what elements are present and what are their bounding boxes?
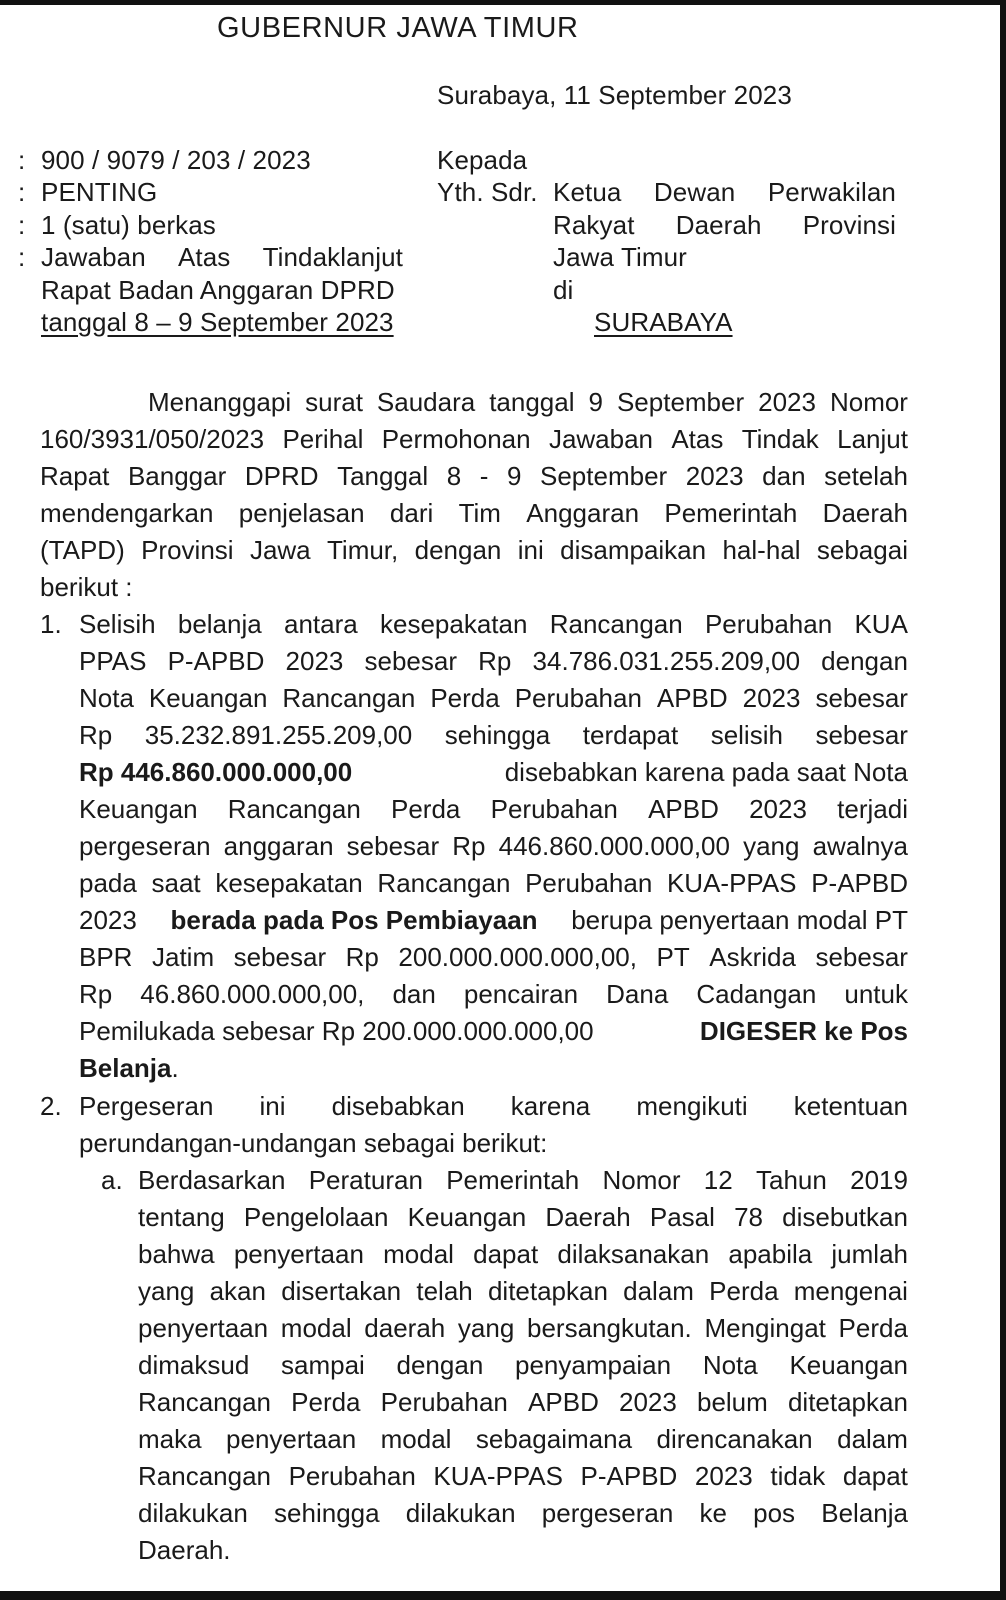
item-2-paragraph [79, 1088, 908, 1162]
item-1-paragraph [79, 606, 908, 1087]
line-text [138, 1236, 908, 1273]
line-text [138, 1384, 908, 1421]
line-text [138, 1347, 908, 1384]
text-line [138, 1421, 908, 1458]
word: mengikuti [636, 1091, 748, 1121]
word: dalam [623, 1276, 694, 1306]
line-text [148, 384, 908, 421]
word: Nomor [602, 1165, 681, 1195]
word: 35.232.891.255.209,00 [144, 720, 413, 750]
word: Tim [458, 498, 501, 528]
word: penjelasan [238, 498, 365, 528]
word: 160/3931/050/2023 [40, 424, 265, 454]
word: dengan [821, 646, 908, 676]
word: selisih [710, 720, 783, 750]
bold-phrase: DIGESER ke Pos [699, 1016, 908, 1046]
word: bersangkutan. [526, 1313, 692, 1343]
word: PT [656, 942, 690, 972]
word: sebagai [816, 535, 908, 565]
word: belanja [177, 609, 262, 639]
word: Perihal [282, 424, 364, 454]
line-text: berupa penyertaan modal PT [571, 905, 908, 935]
word: Dana [606, 979, 669, 1009]
word: Pasal [649, 1202, 715, 1232]
word: sampai [280, 1350, 365, 1380]
word: BPR [79, 942, 133, 972]
word: Rapat [40, 461, 110, 491]
subject-word: Jawaban [41, 242, 146, 272]
word: Perubahan [490, 794, 618, 824]
line-text [79, 1088, 908, 1125]
word: KUA [854, 609, 908, 639]
recipient-line-2 [553, 210, 896, 240]
text-line [40, 384, 908, 421]
word: 2019 [850, 1165, 908, 1195]
item-2-number: 2. [40, 1091, 62, 1121]
word: ditetapkan [487, 1276, 608, 1306]
word: Keuangan [148, 683, 268, 713]
recipient-word: Perwakilan [767, 177, 896, 207]
word: Perda [291, 1387, 361, 1417]
line-text: Pemilukada sebesar Rp 200.000.000.000,00 [79, 1016, 594, 1046]
word: P-APBD [811, 868, 908, 898]
word: sebesar [364, 646, 458, 676]
text-line [79, 791, 908, 828]
line-text [79, 939, 908, 976]
word: KUA-PPAS [433, 1461, 563, 1491]
letter-title: GUBERNUR JAWA TIMUR [217, 12, 579, 44]
word: sebesar [815, 683, 908, 713]
word: yang [743, 831, 800, 861]
line-text [79, 643, 908, 680]
word: mendengarkan [40, 498, 214, 528]
place-date: Surabaya, 11 September 2023 [437, 80, 792, 110]
word: maka [138, 1424, 202, 1454]
word: pergeseran [79, 831, 211, 861]
word: ini [517, 535, 544, 565]
word: sehingga [444, 720, 551, 750]
word: 2023 [749, 794, 807, 824]
line-text [79, 606, 908, 643]
word: terjadi [837, 794, 908, 824]
word: Rancangan [549, 609, 683, 639]
item-2a-label: a. [101, 1165, 123, 1195]
line-text: disebabkan karena pada saat Nota [504, 757, 908, 787]
bold-phrase: Belanja [79, 1053, 172, 1083]
recipient-line-1 [553, 177, 896, 207]
recipient-yth: Yth. Sdr. [437, 177, 538, 207]
word: 2023 [285, 646, 344, 676]
word: 446.860.000.000,00 [498, 831, 730, 861]
word: yang [457, 1313, 515, 1343]
word: disampaikan [560, 535, 707, 565]
word: karena [510, 1091, 591, 1121]
text-line [79, 606, 908, 643]
word: Pemerintah [446, 1165, 580, 1195]
word: jumlah [831, 1239, 908, 1269]
word: dilakukan [138, 1498, 248, 1528]
word: Rp [345, 942, 379, 972]
word: ke [699, 1498, 727, 1528]
word: surat [305, 387, 363, 417]
word: mengenai [793, 1276, 908, 1306]
page-border-right [1000, 0, 1006, 1600]
text-line [138, 1236, 908, 1273]
line-text [79, 865, 908, 902]
word: Keuangan [79, 794, 198, 824]
line-text: berikut : [40, 572, 133, 602]
text-line [40, 495, 908, 532]
word: telah [416, 1276, 473, 1306]
word: ketentuan [793, 1091, 908, 1121]
word: terdapat [582, 720, 679, 750]
word: dilakukan [405, 1498, 516, 1528]
word: Jawa [249, 535, 311, 565]
item-1-number: 1. [40, 609, 62, 639]
subject-word: Atas [177, 242, 231, 272]
word: DPRD [244, 461, 319, 491]
word: (TAPD) [40, 535, 125, 565]
word: Anggaran [526, 498, 640, 528]
text-line [79, 1088, 908, 1125]
word: Belanja [821, 1498, 908, 1528]
word: dengan [414, 535, 502, 565]
word: P-APBD [580, 1461, 678, 1491]
text-line [138, 1162, 908, 1199]
word: Rancangan [138, 1387, 271, 1417]
recipient-line-4: di [553, 275, 574, 305]
word: PPAS [79, 646, 147, 676]
word: 200.000.000.000,00, [398, 942, 637, 972]
word: 2023 [619, 1387, 677, 1417]
text-line [79, 1125, 908, 1162]
word: setelah [824, 461, 908, 491]
word: hal-hal [722, 535, 801, 565]
word: tentang [138, 1202, 225, 1232]
word: APBD [528, 1387, 599, 1417]
word: Tanggal [337, 461, 429, 491]
word: pos [753, 1498, 796, 1528]
word: Berdasarkan [138, 1165, 286, 1195]
word: Pergeseran [79, 1091, 214, 1121]
line-text [40, 421, 908, 458]
word: 46.860.000.000,00, [140, 979, 365, 1009]
word: Perubahan [288, 1461, 416, 1491]
word: Nota [702, 1350, 758, 1380]
text-line [138, 1495, 908, 1532]
letter-subject-line-1 [41, 242, 403, 272]
line-text: 2023 [79, 905, 137, 935]
word: kesepakatan [379, 609, 528, 639]
word: dan [762, 461, 806, 491]
text-line [138, 1347, 908, 1384]
word: dapat [473, 1239, 539, 1269]
text-line [79, 828, 908, 865]
word: September [540, 461, 668, 491]
word: 12 [703, 1165, 733, 1195]
word: bahwa [138, 1239, 215, 1269]
subject-word: Tindaklanjut [262, 242, 403, 272]
word: dilaksanakan [557, 1239, 710, 1269]
word: sebesar [346, 831, 440, 861]
line-text [79, 791, 908, 828]
word: Rp [478, 646, 512, 676]
word: September [616, 387, 745, 417]
word: modal [280, 1313, 352, 1343]
word: Perda [709, 1276, 779, 1306]
colon-lampiran: : [18, 210, 26, 240]
line-text [79, 680, 908, 717]
word: tidak [770, 1461, 826, 1491]
word: Askrida [709, 942, 796, 972]
word: penyampaian [514, 1350, 672, 1380]
word: sebesar [233, 942, 327, 972]
word: akan [209, 1276, 266, 1306]
word: Perda [838, 1313, 908, 1343]
text-line [40, 569, 908, 606]
word: sebesar [815, 720, 908, 750]
text-line [79, 680, 908, 717]
text-line [40, 532, 908, 569]
word: disebutkan [782, 1202, 908, 1232]
bold-phrase: berada pada Pos Pembiayaan [170, 905, 538, 935]
colon-hal: : [18, 242, 26, 272]
text-line [138, 1310, 908, 1347]
word: Rp [452, 831, 486, 861]
word: disertakan [281, 1276, 402, 1306]
word: Atas [671, 424, 724, 454]
word: 2023 [694, 1461, 753, 1491]
line-text [138, 1199, 908, 1236]
word: 2023 [742, 683, 801, 713]
line-text [40, 532, 908, 569]
colon-nomor: : [18, 145, 26, 175]
text-line [79, 976, 908, 1013]
word: modal [383, 1239, 454, 1269]
word: Nomor [829, 387, 908, 417]
line-text [79, 976, 908, 1013]
recipient-word: Daerah [675, 210, 762, 240]
word: penyertaan [138, 1313, 269, 1343]
word: 2023 [758, 387, 816, 417]
word: Selisih [79, 609, 156, 639]
word: Pemerintah [664, 498, 798, 528]
word: APBD [648, 794, 719, 824]
word: Perubahan [514, 683, 642, 713]
word: 9 [506, 461, 522, 491]
word: Rancangan [377, 868, 511, 898]
word: P-APBD [167, 646, 265, 676]
word: Rp [79, 979, 113, 1009]
line-text: perundangan-undangan sebagai berikut: [79, 1128, 548, 1158]
word: saat [151, 868, 201, 898]
text-line [79, 865, 908, 902]
word: Jatim [151, 942, 215, 972]
word: 9 [588, 387, 603, 417]
line-text [138, 1421, 908, 1458]
page-border-top [0, 0, 1006, 5]
word: Timur, [327, 535, 399, 565]
word: Rancangan [227, 794, 361, 824]
word: Saudara [376, 387, 476, 417]
word: Perubahan [525, 868, 653, 898]
recipient-city: SURABAYA [594, 307, 733, 337]
intro-paragraph [40, 384, 908, 606]
word: Daerah [545, 1202, 631, 1232]
recipient-line-3: Jawa Timur [553, 242, 687, 272]
line-text [40, 495, 908, 532]
recipient-word: Ketua [553, 177, 622, 207]
word: penyertaan [233, 1239, 364, 1269]
line-text [138, 1310, 908, 1347]
word: Banggar [127, 461, 227, 491]
word: daerah [364, 1313, 446, 1343]
line-text: . [171, 1053, 179, 1083]
text-line [79, 1050, 908, 1087]
word: Provinsi [141, 535, 234, 565]
word: Rp [79, 720, 113, 750]
word: ditetapkan [787, 1387, 908, 1417]
line-text [79, 828, 908, 865]
word: Menanggapi [148, 387, 292, 417]
word: Tindak [741, 424, 819, 454]
letter-number: 900 / 9079 / 203 / 2023 [41, 145, 311, 175]
word: anggaran [223, 831, 334, 861]
line-text [79, 717, 908, 754]
letter-nature: PENTING [41, 177, 158, 207]
word: modal [380, 1424, 452, 1454]
word: Tahun [756, 1165, 827, 1195]
line-text [138, 1495, 908, 1532]
word: dimaksud [138, 1350, 250, 1380]
recipient-kepada: Kepada [437, 145, 528, 175]
recipient-word: Dewan [653, 177, 736, 207]
word: direncanakan [656, 1424, 813, 1454]
word: tanggal [489, 387, 575, 417]
word: Rancangan [138, 1461, 271, 1491]
word: Jawaban [548, 424, 654, 454]
word: 78 [734, 1202, 763, 1232]
text-line [138, 1532, 908, 1569]
text-line [79, 1013, 908, 1050]
text-line [79, 939, 908, 976]
word: Perda [430, 683, 500, 713]
word: disebabkan [331, 1091, 465, 1121]
letter-subject-line-2: Rapat Badan Anggaran DPRD [41, 275, 395, 305]
word: penyertaan [226, 1424, 357, 1454]
word: Nota [79, 683, 134, 713]
word: Pengelolaan [243, 1202, 389, 1232]
text-line [79, 754, 908, 791]
word: Cadangan [696, 979, 817, 1009]
word: dengan [396, 1350, 484, 1380]
word: dan [392, 979, 436, 1009]
text-line [79, 717, 908, 754]
word: sebagaimana [475, 1424, 633, 1454]
page-border-bottom [0, 1591, 1006, 1600]
text-line [79, 643, 908, 680]
word: antara [283, 609, 358, 639]
word: Peraturan [308, 1165, 423, 1195]
line-text [79, 1050, 179, 1087]
recipient-word: Rakyat [553, 210, 635, 240]
word: pergeseran [541, 1498, 674, 1528]
colon-sifat: : [18, 177, 26, 207]
text-line [138, 1199, 908, 1236]
word: - [479, 461, 489, 491]
line-text: Daerah. [138, 1535, 231, 1565]
word: Daerah [822, 498, 908, 528]
letter-attachment: 1 (satu) berkas [41, 210, 216, 240]
word: Mengingat [704, 1313, 826, 1343]
word: APBD [656, 683, 728, 713]
text-line [40, 421, 908, 458]
word: Keuangan [789, 1350, 908, 1380]
word: 8 [446, 461, 462, 491]
letter-subject-line-3: tanggal 8 – 9 September 2023 [41, 307, 394, 337]
word: dalam [837, 1424, 908, 1454]
bold-amount: Rp 446.860.000.000,00 [79, 757, 353, 787]
word: 2023 [685, 461, 744, 491]
word: Lanjut [837, 424, 908, 454]
line-text [138, 1162, 908, 1199]
text-line [40, 458, 908, 495]
word: 34.786.031.255.209,00 [532, 646, 801, 676]
word: dapat [842, 1461, 908, 1491]
text-line [79, 902, 908, 939]
recipient-word: Provinsi [802, 210, 896, 240]
word: dari [389, 498, 434, 528]
word: pada [79, 868, 137, 898]
word: awalnya [812, 831, 908, 861]
text-line [138, 1273, 908, 1310]
line-text [138, 1273, 908, 1310]
word: apabila [728, 1239, 813, 1269]
word: sehingga [274, 1498, 380, 1528]
line-text [138, 1458, 908, 1495]
word: yang [138, 1276, 195, 1306]
text-line [138, 1458, 908, 1495]
word: Rancangan [282, 683, 416, 713]
word: pencairan [463, 979, 579, 1009]
word: KUA-PPAS [666, 868, 797, 898]
word: belum [696, 1387, 768, 1417]
line-text [40, 458, 908, 495]
word: Permohonan [381, 424, 531, 454]
word: Perda [391, 794, 461, 824]
text-line [138, 1384, 908, 1421]
word: Perubahan [704, 609, 833, 639]
word: untuk [844, 979, 908, 1009]
word: sebesar [815, 942, 908, 972]
item-2a-paragraph [138, 1162, 908, 1569]
word: Perubahan [380, 1387, 508, 1417]
word: ini [259, 1091, 286, 1121]
word: kesepakatan [215, 868, 363, 898]
word: Keuangan [407, 1202, 527, 1232]
